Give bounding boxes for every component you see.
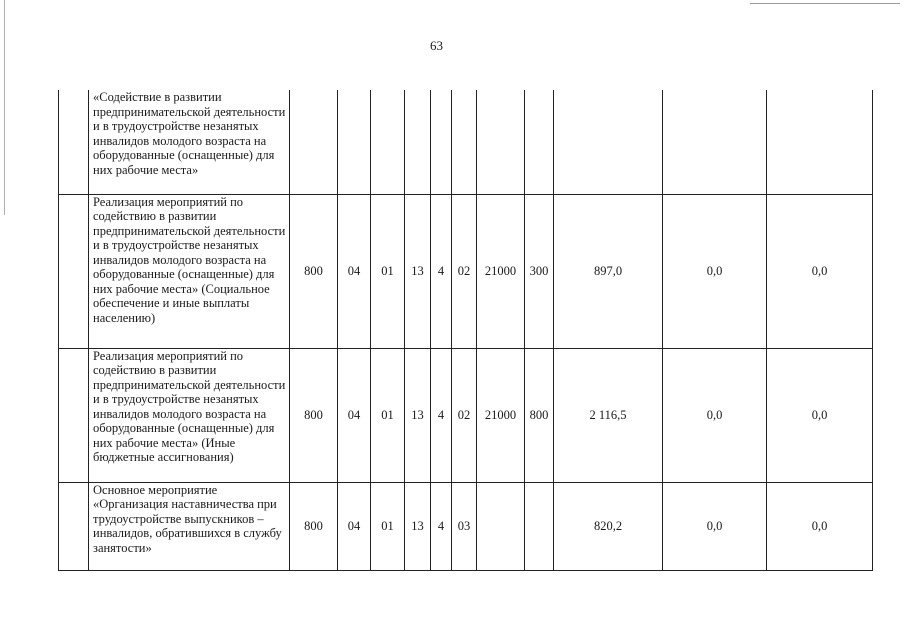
index-cell	[59, 90, 89, 194]
amount-year1-cell: 897,0	[554, 194, 663, 348]
subprogram-code-cell: 4	[431, 194, 452, 348]
expense-type-cell: 300	[525, 194, 554, 348]
direction-code-cell	[477, 482, 525, 570]
amount-year2-cell: 0,0	[663, 482, 767, 570]
scan-edge-left	[4, 0, 5, 215]
direction-code-cell	[477, 90, 525, 194]
expense-type-cell	[525, 482, 554, 570]
amount-year1-cell: 820,2	[554, 482, 663, 570]
ministry-code-cell: 800	[290, 348, 338, 482]
event-code-cell: 03	[452, 482, 477, 570]
amount-year2-cell: 0,0	[663, 194, 767, 348]
program-code-cell	[405, 90, 431, 194]
event-code-cell	[452, 90, 477, 194]
amount-year3-cell: 0,0	[767, 194, 873, 348]
program-name-cell: Основное мероприятие «Организация наставничества при трудоустройстве выпускников – инвалидов, обратившихся в службу занятости»	[89, 482, 290, 570]
amount-year1-cell: 2 116,5	[554, 348, 663, 482]
direction-code-cell: 21000	[477, 194, 525, 348]
ministry-code-cell: 800	[290, 194, 338, 348]
subprogram-code-cell: 4	[431, 482, 452, 570]
direction-code-cell: 21000	[477, 348, 525, 482]
subsection-code-cell: 01	[371, 348, 405, 482]
program-code-cell: 13	[405, 348, 431, 482]
section-code-cell: 04	[338, 348, 371, 482]
section-code-cell	[338, 90, 371, 194]
ministry-code-cell	[290, 90, 338, 194]
index-cell	[59, 348, 89, 482]
program-name-cell: «Содействие в развитии предпринимательской деятельности и в трудоустройстве незанятых инвалидов молодого возраста на оборудованные (оснащенные) для них рабочие места»	[89, 90, 290, 194]
subsection-code-cell: 01	[371, 194, 405, 348]
subsection-code-cell	[371, 90, 405, 194]
amount-year1-cell	[554, 90, 663, 194]
table-row	[59, 90, 873, 194]
section-code-cell: 04	[338, 194, 371, 348]
subprogram-code-cell: 4	[431, 348, 452, 482]
scan-edge-top	[750, 3, 900, 4]
program-name-cell: Реализация мероприятий по содействию в развитии предпринимательской деятельности и в трудоустройстве незанятых инвалидов молодого возраста на оборудованные (оснащенные) для них рабочие места» (Социальное обеспечение и иные выплаты населению)	[89, 194, 290, 348]
index-cell	[59, 194, 89, 348]
amount-year3-cell: 0,0	[767, 482, 873, 570]
amount-year2-cell	[663, 90, 767, 194]
page-number: 63	[430, 38, 443, 53]
expense-type-cell	[525, 90, 554, 194]
amount-year2-cell: 0,0	[663, 348, 767, 482]
expense-type-cell: 800	[525, 348, 554, 482]
table-row	[59, 482, 873, 570]
table-row	[59, 194, 873, 348]
program-code-cell: 13	[405, 194, 431, 348]
event-code-cell: 02	[452, 194, 477, 348]
program-name-cell: Реализация мероприятий по содействию в развитии предпринимательской деятельности и в трудоустройстве незанятых инвалидов молодого возраста на оборудованные (оснащенные) для них рабочие места» (Иные бюджетные ассигнования)	[89, 348, 290, 482]
program-code-cell: 13	[405, 482, 431, 570]
budget-table	[58, 90, 873, 571]
amount-year3-cell: 0,0	[767, 348, 873, 482]
amount-year3-cell	[767, 90, 873, 194]
subprogram-code-cell	[431, 90, 452, 194]
ministry-code-cell: 800	[290, 482, 338, 570]
table-row	[59, 348, 873, 482]
event-code-cell: 02	[452, 348, 477, 482]
subsection-code-cell: 01	[371, 482, 405, 570]
index-cell	[59, 482, 89, 570]
section-code-cell: 04	[338, 482, 371, 570]
